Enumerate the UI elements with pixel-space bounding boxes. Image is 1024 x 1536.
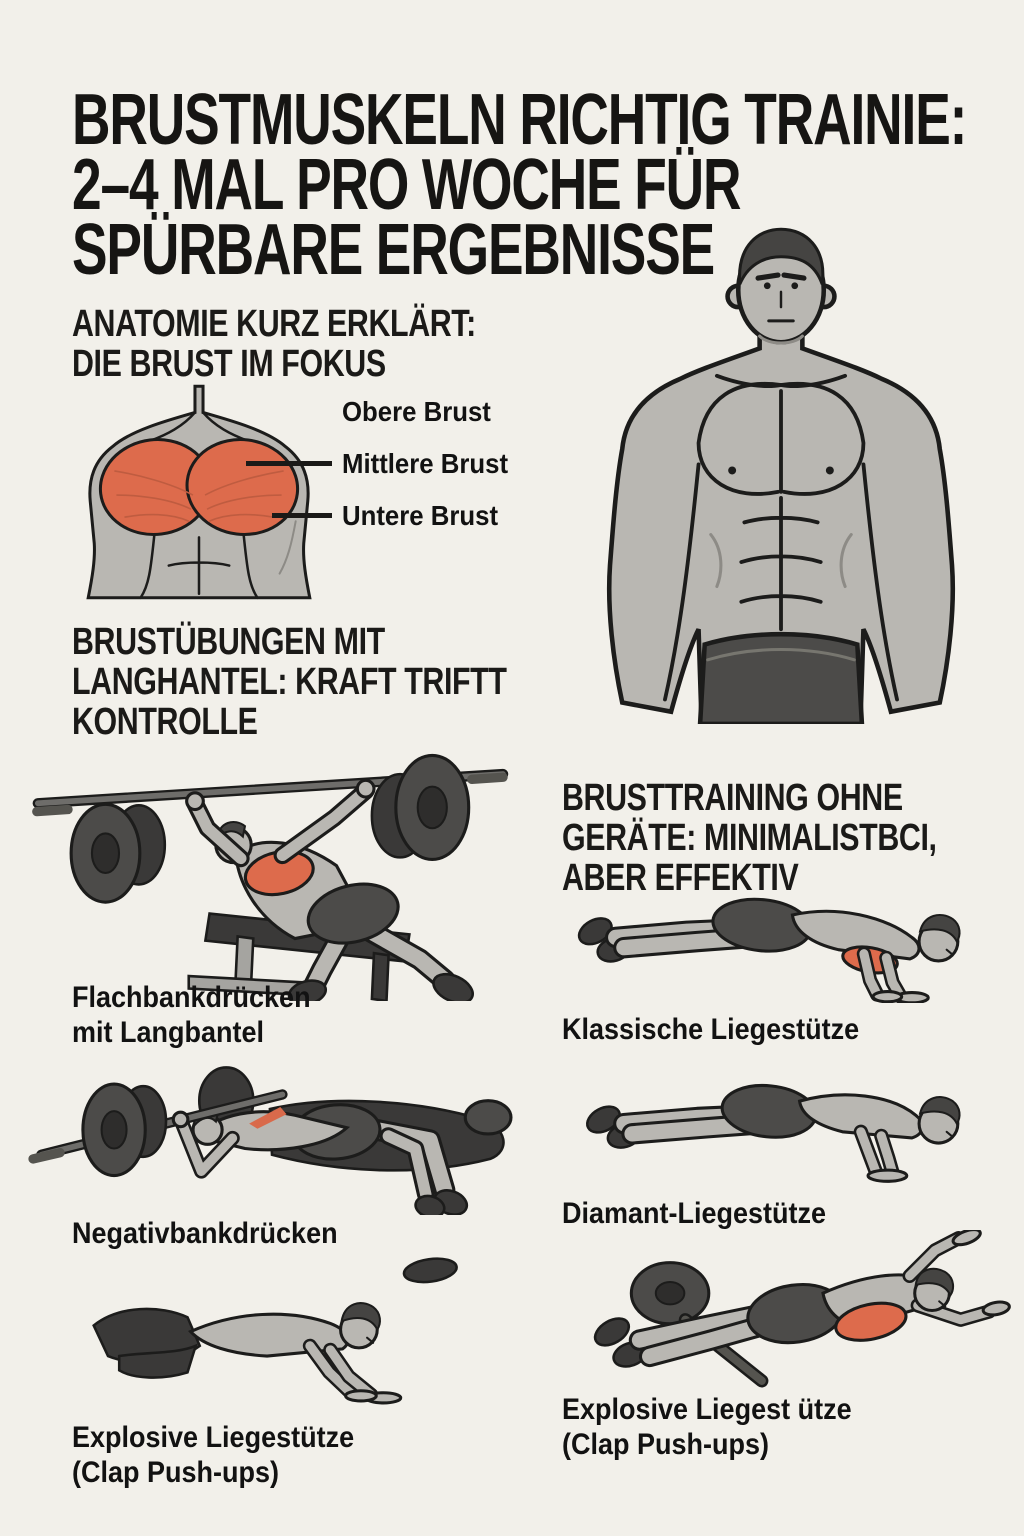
bodyweight-heading-line: ABER EFFEKTIV bbox=[562, 856, 799, 899]
left-hand bbox=[187, 793, 204, 810]
leg-roll bbox=[465, 1101, 511, 1134]
plate-hub bbox=[102, 1111, 127, 1148]
diamond-push-up-illustration bbox=[532, 1052, 1012, 1183]
muscular-man-illustration bbox=[552, 220, 1010, 724]
anatomy-heading-line: DIE BRUST IM FOKUS bbox=[72, 342, 386, 385]
caption-classic-push-up: Klassische Liegestütze bbox=[562, 1013, 860, 1046]
explosive-clap-push-up-illustration bbox=[532, 1230, 1012, 1388]
page-title-line: BRUSTMUSKELN RICHTIG TRAINIE: bbox=[72, 80, 967, 161]
lower-chest-pointer-line bbox=[272, 513, 332, 518]
label-upper-chest: Obere Brust bbox=[342, 396, 491, 427]
sleeve bbox=[33, 1153, 60, 1159]
bodyweight-heading-line: BRUSTTRAINING OHNE bbox=[562, 776, 903, 819]
near-arm-fill bbox=[881, 1136, 892, 1173]
bodyweight-heading-line: GERÄTE: MINIMALISTBCI, bbox=[562, 816, 937, 859]
middle-chest-pointer-line bbox=[246, 461, 332, 466]
shorts bbox=[700, 634, 862, 724]
caption-flat-bench-press: Flachbankdrücken mit Langbantel bbox=[72, 981, 311, 1049]
caption-decline-bench-press: Negativbankdrücken bbox=[72, 1217, 338, 1250]
barbell-heading-line: LANGHANTEL: KRAFT TRIFTT bbox=[72, 660, 507, 703]
floating-shoe bbox=[402, 1256, 458, 1286]
label-lower-chest: Untere Brust bbox=[342, 500, 499, 531]
joined-hands bbox=[868, 1170, 907, 1181]
left-plate-hub bbox=[92, 833, 119, 873]
anatomy-heading-line: ANATOMIE KURZ ERKLÄRT: bbox=[72, 302, 476, 345]
decline-bench-press-illustration bbox=[22, 1055, 522, 1215]
right-plate-hub bbox=[418, 787, 447, 829]
caption-explosive-push-up: Explosive Liegestütze (Clap Push-ups) bbox=[72, 1421, 355, 1489]
classic-push-up-illustration bbox=[532, 878, 1012, 1003]
hand bbox=[173, 1112, 188, 1127]
flat-bench-press-illustration bbox=[22, 720, 522, 1001]
right-sleeve bbox=[472, 777, 503, 779]
forward-hand bbox=[982, 1300, 1010, 1317]
right-hand bbox=[357, 780, 374, 797]
label-middle-chest: Mittlere Brust bbox=[342, 448, 509, 479]
left-eye bbox=[764, 282, 771, 289]
caption-explosive-clap-push-up: Explosive Liegest ütze (Clap Push-ups) bbox=[562, 1393, 852, 1461]
bench-post bbox=[236, 936, 254, 982]
page-title-line: 2–4 MAL PRO WOCHE FÜR bbox=[72, 145, 741, 226]
bench-rear-post bbox=[372, 953, 389, 1001]
right-eye bbox=[791, 282, 798, 289]
barbell-heading-line: BRUSTÜBUNGEN MIT bbox=[72, 620, 385, 663]
nipple bbox=[826, 467, 834, 475]
hand bbox=[346, 1391, 377, 1401]
page-title-line: SPÜRBARE ERGEBNISSE bbox=[72, 210, 715, 291]
barbell-heading-line: KONTROLLE bbox=[72, 700, 258, 743]
hand bbox=[873, 992, 902, 1002]
explosive-push-up-illustration bbox=[22, 1252, 502, 1405]
right-arm-fill bbox=[282, 791, 365, 856]
left-sleeve bbox=[37, 810, 68, 812]
nipple bbox=[728, 467, 736, 475]
weight-plate-hub bbox=[656, 1282, 685, 1304]
anatomy-chest-diagram bbox=[58, 370, 340, 600]
caption-diamond-push-up: Diamant-Liegestütze bbox=[562, 1197, 827, 1230]
